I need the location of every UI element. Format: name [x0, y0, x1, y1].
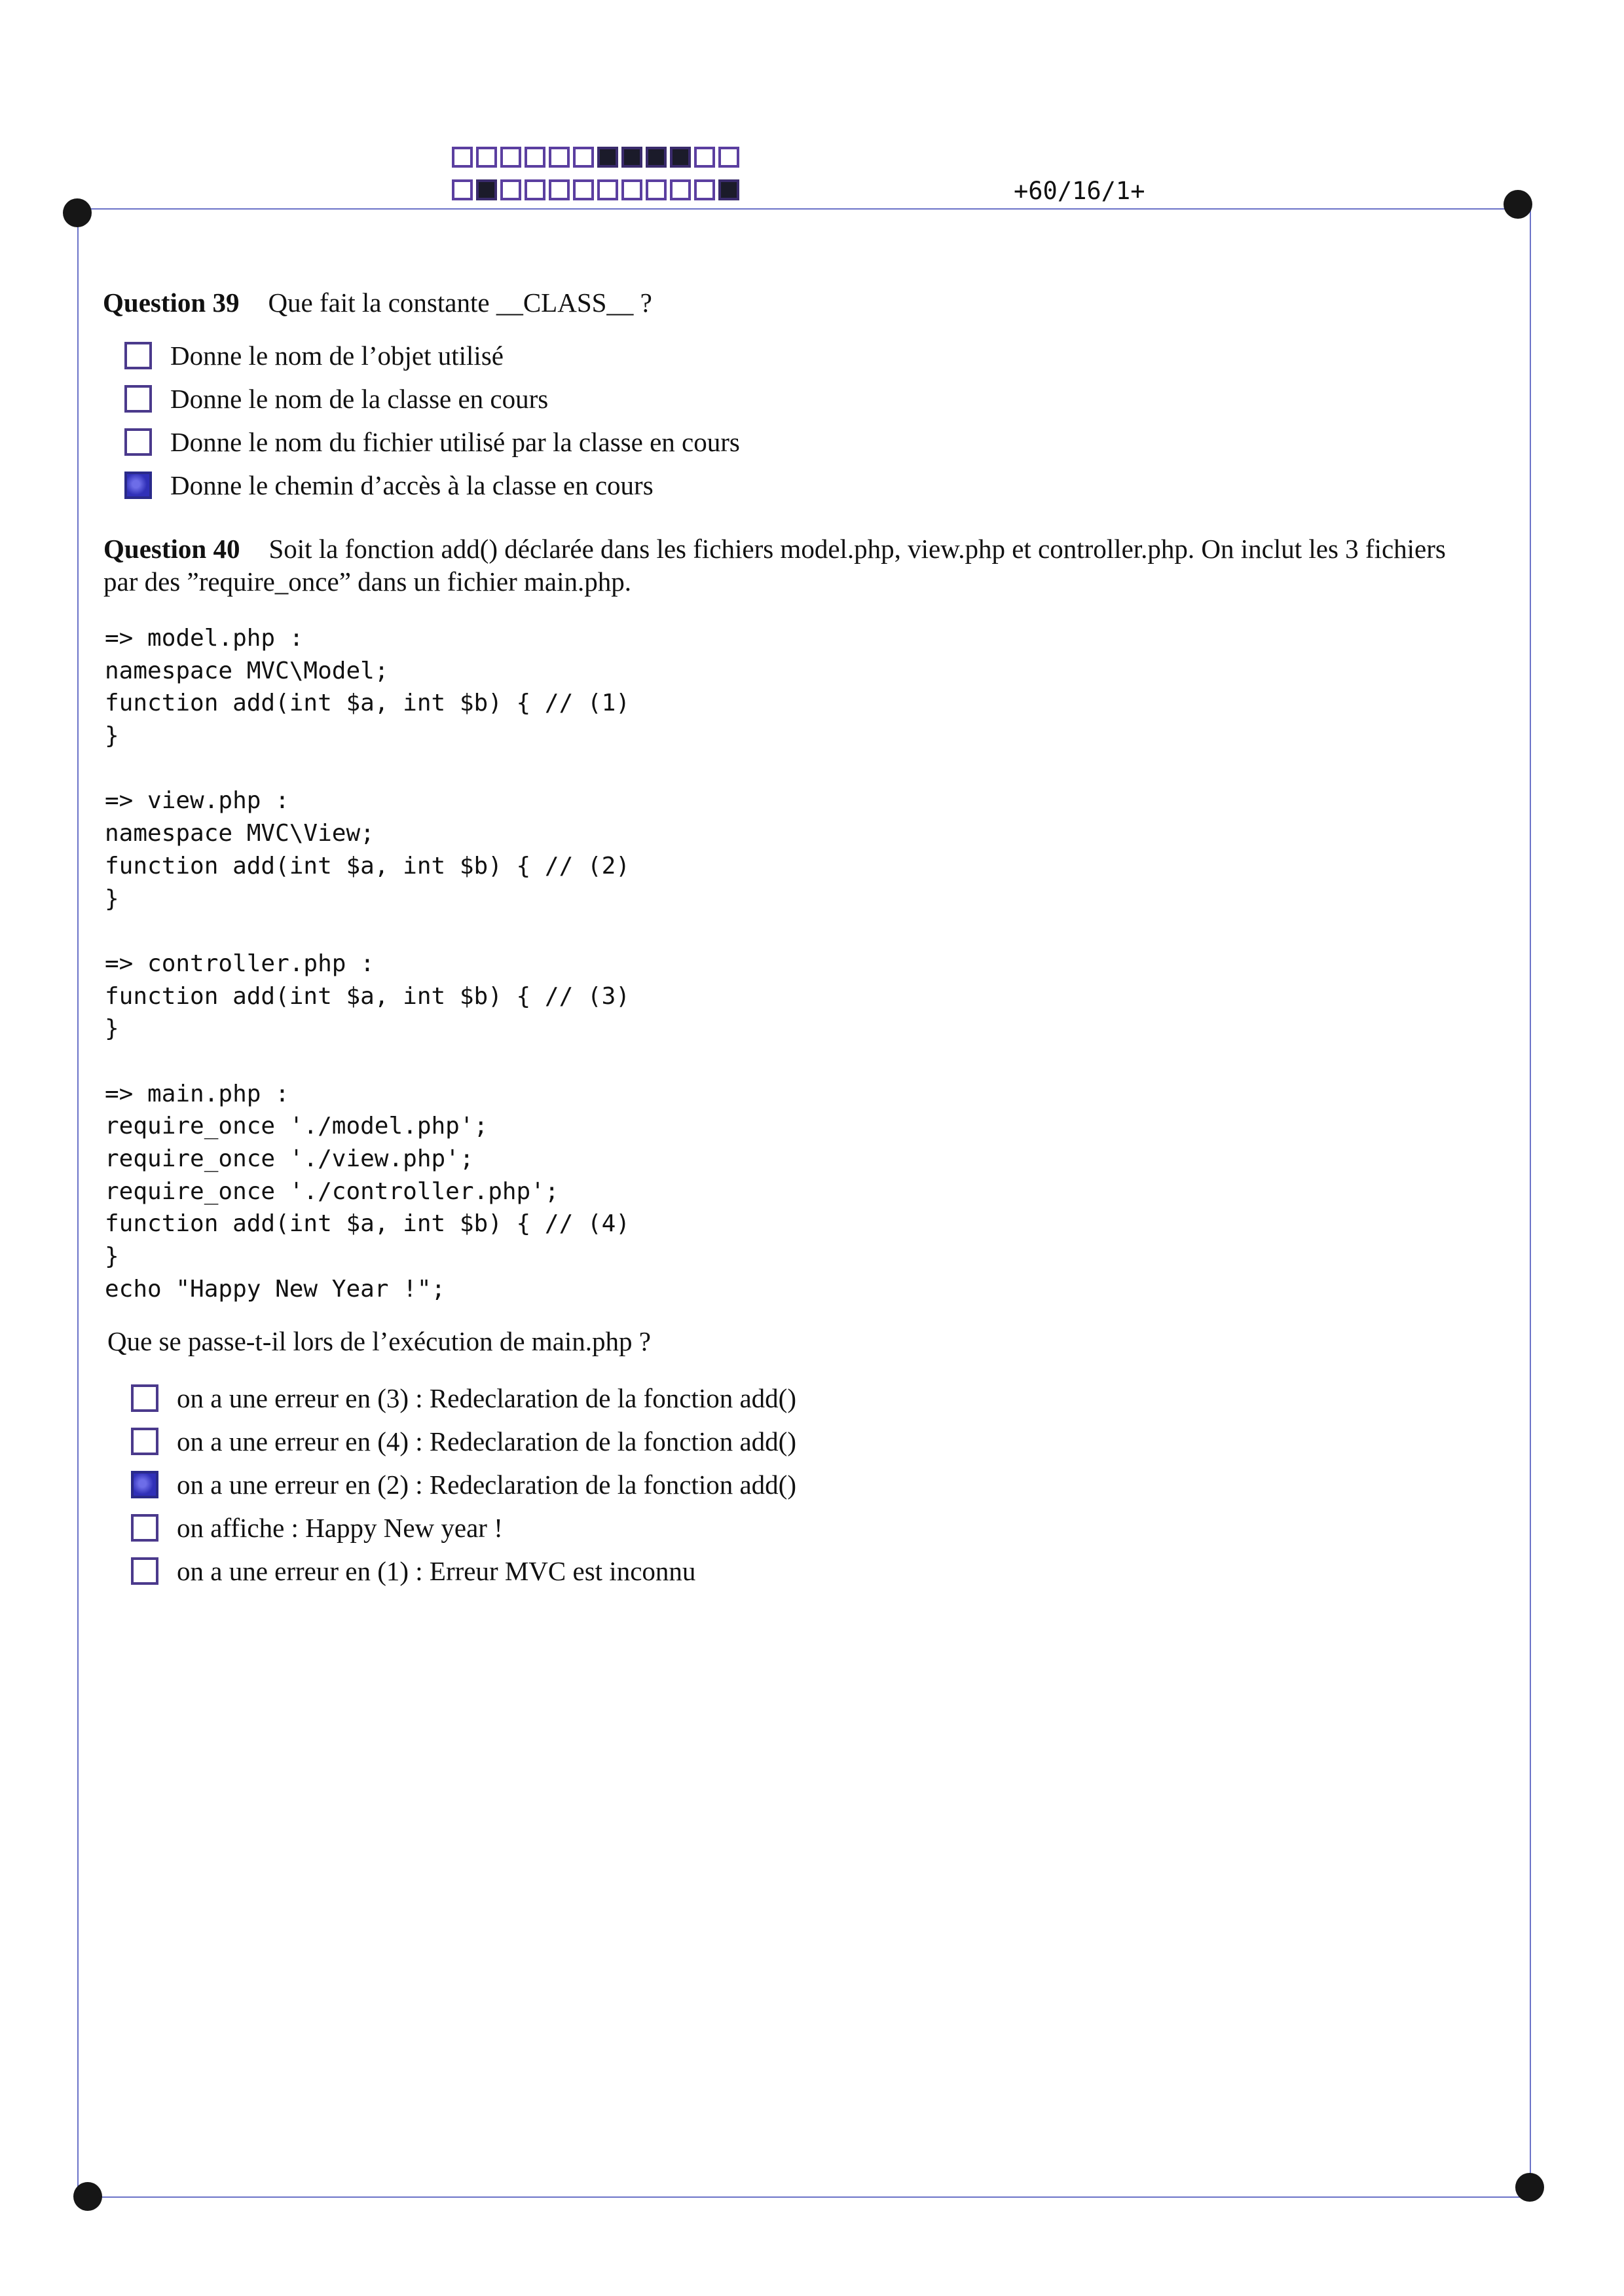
choice-label: on affiche : Happy New year ! [177, 1513, 503, 1543]
code-line: require_once './model.php'; [105, 1113, 489, 1140]
question-39-choice-3[interactable] [124, 420, 740, 464]
choice-label: Donne le nom de la classe en cours [170, 384, 549, 414]
checkbox[interactable] [131, 1428, 158, 1455]
corner-mark-top-left [63, 198, 92, 227]
code-line: } [105, 1015, 119, 1043]
id-code-cell [670, 179, 691, 200]
choice-label: on a une erreur en (2) : Redeclaration de la fonction add() [177, 1470, 796, 1500]
question-40-text-line2: par des ”require_once” dans un fichier main.php. [103, 566, 632, 597]
choice-label: Donne le chemin d’accès à la classe en cours [170, 470, 654, 500]
code-line: namespace MVC\View; [105, 820, 375, 847]
id-code-cell [452, 179, 473, 200]
code-line: => view.php : [105, 787, 289, 815]
id-code-cell [476, 179, 497, 200]
code-line: => main.php : [105, 1080, 289, 1107]
code-line: => model.php : [105, 625, 304, 652]
question-40-choice-2[interactable] [131, 1420, 796, 1463]
question-40-choice-4[interactable] [131, 1506, 796, 1549]
id-code-cell [621, 179, 642, 200]
id-code-cell [597, 147, 618, 168]
id-code-cell [476, 147, 497, 168]
choice-label: on a une erreur en (3) : Redeclaration de la fonction add() [177, 1383, 796, 1413]
id-code-cell [718, 179, 739, 200]
question-40-choices [131, 1377, 796, 1593]
id-code-cell [573, 147, 594, 168]
id-code-cell [646, 179, 667, 200]
id-code-grid-row2 [452, 179, 739, 200]
corner-mark-top-right [1504, 190, 1532, 219]
code-line: namespace MVC\Model; [105, 657, 389, 684]
checkbox[interactable] [131, 1514, 158, 1542]
code-line: => controller.php : [105, 950, 375, 977]
code-line: function add(int $a, int $b) { // (1) [105, 690, 630, 717]
code-line: function add(int $a, int $b) { // (2) [105, 852, 630, 880]
code-line: echo "Happy New Year !"; [105, 1275, 446, 1303]
code-line [105, 752, 630, 785]
id-code-cell [500, 179, 521, 200]
checkbox[interactable] [124, 342, 152, 369]
id-code-cell [670, 147, 691, 168]
code-line: function add(int $a, int $b) { // (4) [105, 1210, 630, 1238]
id-code-cell [549, 147, 570, 168]
id-code-cell [525, 147, 545, 168]
corner-mark-bottom-right [1515, 2173, 1544, 2202]
question-40-choice-5[interactable] [131, 1549, 796, 1593]
id-code-cell [597, 179, 618, 200]
id-code-cell [549, 179, 570, 200]
id-code-cell [573, 179, 594, 200]
checkbox[interactable] [131, 1384, 158, 1412]
code-line [105, 1045, 630, 1078]
id-code-cell [646, 147, 667, 168]
question-39-choice-4[interactable] [124, 464, 740, 507]
question-40-text-line1: Soit la fonction add() déclarée dans les fichiers model.php, view.php et controller.php. On inclut les 3 fichiers [268, 534, 1446, 564]
id-code-cell [621, 147, 642, 168]
corner-mark-bottom-left [73, 2182, 102, 2211]
id-code-cell [718, 147, 739, 168]
choice-label: Donne le nom du fichier utilisé par la classe en cours [170, 427, 740, 457]
question-40-heading [103, 532, 1446, 566]
code-line: require_once './controller.php'; [105, 1177, 559, 1205]
id-code-cell [500, 147, 521, 168]
id-code-cell [525, 179, 545, 200]
checkbox[interactable] [124, 385, 152, 413]
code-line: } [105, 885, 119, 912]
choice-label: on a une erreur en (4) : Redeclaration de la fonction add() [177, 1426, 796, 1456]
question-40-choice-3[interactable] [131, 1463, 796, 1506]
question-40-prompt: Que se passe-t-il lors de l’exécution de main.php ? [107, 1326, 651, 1356]
id-code-cell [452, 147, 473, 168]
question-40-choice-1[interactable] [131, 1377, 796, 1420]
code-listing [105, 622, 630, 1305]
question-39-heading [103, 286, 652, 320]
code-line: } [105, 1243, 119, 1270]
checkbox[interactable] [131, 1557, 158, 1585]
question-40-label: Question 40 [103, 534, 240, 564]
code-line: require_once './view.php'; [105, 1145, 474, 1172]
question-39-choice-1[interactable] [124, 334, 740, 377]
checkbox[interactable] [124, 428, 152, 456]
choice-label: on a une erreur en (1) : Erreur MVC est inconnu [177, 1556, 696, 1586]
code-line: } [105, 722, 119, 750]
id-code-grid-row1 [452, 147, 739, 168]
question-39-text: Que fait la constante __CLASS__ ? [268, 287, 652, 318]
code-line [105, 915, 630, 948]
checked-checkbox[interactable] [124, 472, 152, 499]
code-line: function add(int $a, int $b) { // (3) [105, 982, 630, 1010]
id-code-cell [694, 179, 715, 200]
page-id: +60/16/1+ [1014, 177, 1145, 205]
question-39-label: Question 39 [103, 287, 240, 318]
question-39-choice-2[interactable] [124, 377, 740, 420]
choice-label: Donne le nom de l’objet utilisé [170, 341, 504, 371]
checked-checkbox[interactable] [131, 1471, 158, 1498]
id-code-cell [694, 147, 715, 168]
question-39-choices [124, 334, 740, 507]
